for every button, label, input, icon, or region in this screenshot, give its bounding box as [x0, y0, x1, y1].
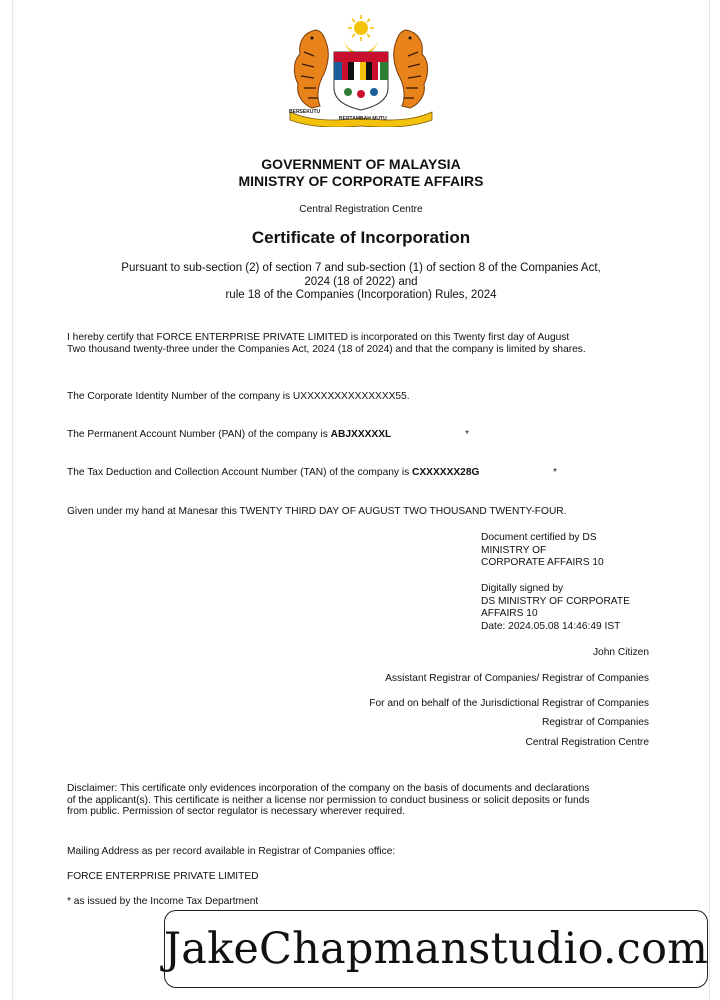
tan-value: CXXXXXX28G — [412, 467, 480, 478]
on-behalf-line: For and on behalf of the Jurisdictional Registrar of Companies — [369, 698, 649, 709]
pursuant-line-3: rule 18 of the Companies (Incorporation) Rules, 2024 — [225, 289, 497, 301]
certificate-title: Certificate of Incorporation — [251, 228, 471, 247]
certified-line-2: MINISTRY OF — [481, 544, 547, 556]
signed-line-2: DS MINISTRY OF CORPORATE — [481, 595, 630, 607]
pan-statement — [67, 429, 667, 441]
government-heading — [13, 156, 709, 190]
pursuant-clause — [13, 262, 709, 303]
given-statement: Given under my hand at Manesar this TWENTY THIRD DAY OF AUGUST TWO THOUSAND TWENTY-FOUR. — [67, 506, 567, 517]
motto-left: BERSEKUTU — [289, 109, 321, 115]
mailing-address-label: Mailing Address as per record available in Registrar of Companies office: — [67, 846, 396, 857]
disclaimer-line-2: of the applicant(s). This certificate is neither a license nor permission to conduct business or solicit deposits or funds — [67, 794, 590, 806]
company-name: FORCE ENTERPRISE PRIVATE LIMITED — [67, 871, 259, 882]
signatory-name: John Citizen — [592, 647, 649, 658]
registration-centre: Central Registration Centre — [299, 204, 423, 215]
watermark-banner — [164, 910, 708, 988]
digital-signature-block — [481, 583, 681, 633]
certified-line-3: CORPORATE AFFAIRS 10 — [481, 557, 604, 568]
tax-footnote: * as issued by the Income Tax Department — [67, 896, 259, 907]
motto-right: BERTAMBAH MUTU — [339, 116, 387, 122]
certification-statement — [67, 332, 667, 356]
centre-line: Central Registration Centre — [525, 737, 649, 748]
pursuant-line-1: Pursuant to sub-section (2) of section 7 and sub-section (1) of section 8 of the Companies Act, — [121, 262, 601, 274]
disclaimer-line-3: from public. Permission of sector regulator is necessary wherever required. — [67, 806, 406, 817]
certificate-page — [12, 0, 710, 1000]
pursuant-line-2: 2024 (18 of 2022) and — [304, 275, 418, 288]
signed-line-1: Digitally signed by — [481, 583, 564, 594]
signatory-role: Assistant Registrar of Companies/ Registrar of Companies — [385, 673, 649, 684]
signed-date: Date: 2024.05.08 14:46:49 IST — [481, 620, 621, 632]
pan-value: ABJXXXXXL — [330, 429, 392, 440]
tan-label: The Tax Deduction and Collection Account Number (TAN) of the company is — [67, 467, 413, 478]
pan-asterisk: * — [465, 429, 469, 440]
government-name: GOVERNMENT OF MALAYSIA — [261, 156, 461, 172]
tan-statement — [67, 467, 667, 479]
cin-statement: The Corporate Identity Number of the company is UXXXXXXXXXXXXXX55. — [67, 391, 410, 402]
pan-label: The Permanent Account Number (PAN) of the company is — [67, 429, 331, 440]
disclaimer-line-1: Disclaimer: This certificate only evidences incorporation of the company on the basis of documents and declarations — [67, 783, 590, 794]
certified-line-1: Document certified by DS — [481, 532, 597, 543]
ministry-name: MINISTRY OF CORPORATE AFFAIRS — [238, 173, 484, 189]
certify-line-1: I hereby certify that FORCE ENTERPRISE PRIVATE LIMITED is incorporated on this Twenty first day of August — [67, 332, 570, 343]
certify-line-2: Two thousand twenty-three under the Companies Act, 2024 (18 of 2024) and that the company is limited by shares. — [67, 344, 586, 355]
disclaimer — [67, 783, 667, 818]
registrar-line: Registrar of Companies — [541, 717, 649, 728]
certified-by-block — [481, 532, 681, 570]
signed-line-3: AFFAIRS 10 — [481, 608, 538, 619]
tan-asterisk: * — [553, 467, 557, 478]
watermark-text: JakeChapmanstudio.com — [163, 924, 709, 974]
